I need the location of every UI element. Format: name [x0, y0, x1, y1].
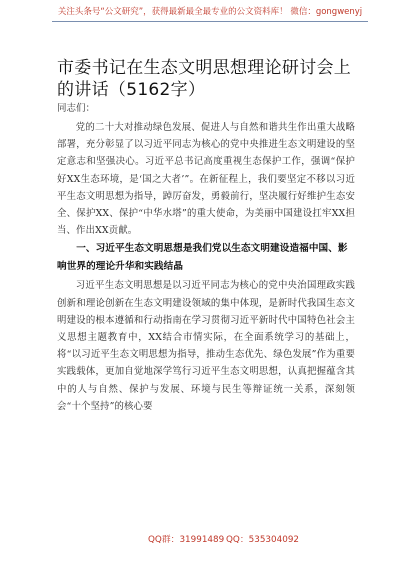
banner-text: 关注头条号“公文研究”，获得最新最全最专业的公文资料库！ 微信：gongwenyj	[57, 7, 363, 17]
body-paragraph: 党的二十大对推动绿色发展、促进人与自然和谐共生作出重大战略部署，充分彰显了以习近平同志为核心的党中央推进生态文明建设的坚定意志和坚强决心。习近平总书记高度重视生态保护工作，强调“保护好XX生态环境，是‘国之大者’”。在新征程上，我们要坚定不移以习近平生态文明思想为指导，踔厉奋发，勇毅前行，坚决履行好维护生态安全、保护XX、保护“中华水塔”的重大使命，为美丽中国建设扛牢XX担当、作出XX贡献。	[57, 122, 355, 237]
banner-divider	[52, 21, 368, 22]
salutation: 同志们：	[57, 103, 96, 114]
body-paragraph: 习近平生态文明思想是以习近平同志为核心的党中央治国理政实践创新和理论创新在生态文明建设领域的集中体现，是新时代我国生态文明建设的根本遵循和行动指南在学习贯彻习近平新时代中国特色社会主义思想主题教育中，XX结合市情实际，在全面系统学习的基础上，将“以习近平生态文明思想为指导，推动生态优先、绿色发展”作为重要实践载体，更加自觉地深学笃行习近平生态文明思想，认真把握蕴含其中的人与自然、保护与发展、环境与民生等辩证统一关系，深刻领会“十个坚持”的核心要	[57, 280, 355, 412]
footer-qq-contact: QQ：535304092	[226, 535, 300, 545]
document-body	[57, 119, 355, 415]
top-banner	[52, 6, 368, 22]
document-title: 市委书记在生态文明思想理论研讨会上的讲话（5162字）	[57, 58, 352, 100]
footer-qq-group: QQ群：31991489	[148, 535, 225, 545]
section-heading: 一、习近平生态文明思想是我们党以生态文明建设造福中国、影响世界的理论升华和实践结晶	[57, 243, 348, 273]
